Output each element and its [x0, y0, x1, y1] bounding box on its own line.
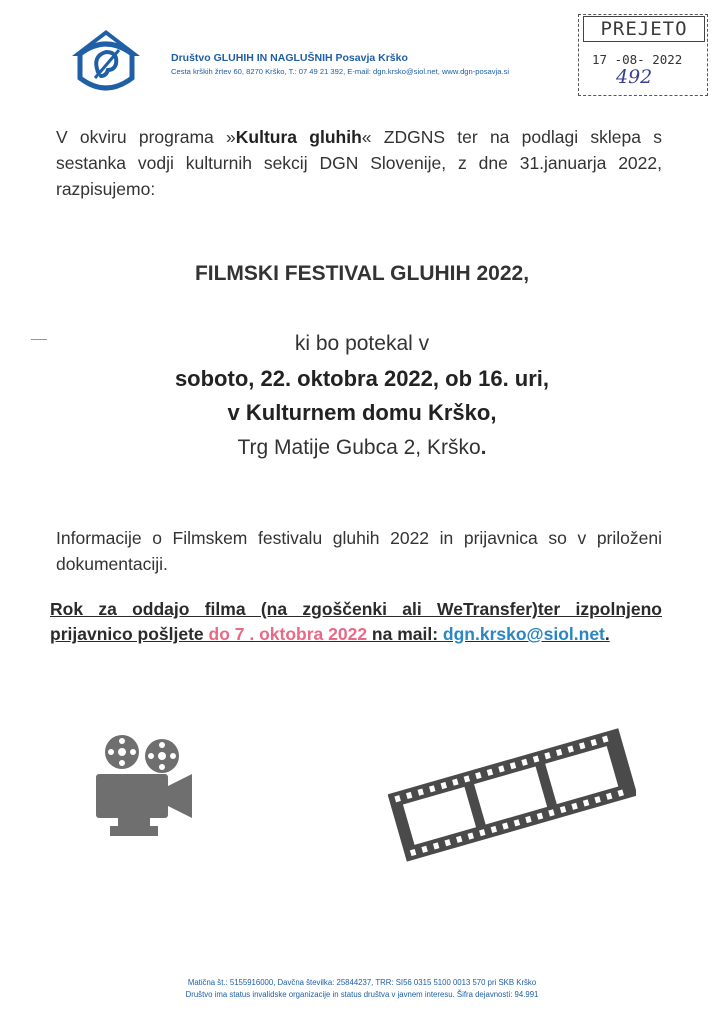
stamp-date: 17 -08- 2022: [592, 52, 683, 67]
footer: [0, 977, 724, 1001]
deaf-ear-house-logo-icon: [68, 26, 144, 94]
event-date: soboto, 22. oktobra 2022, ob 16. uri,: [174, 366, 550, 391]
festival-title: [0, 262, 724, 286]
stamp-title: PREJETO: [583, 16, 705, 42]
event-address: [0, 436, 724, 460]
deadline-paragraph: [50, 597, 662, 647]
intro-text-start: V okviru programa »: [56, 127, 236, 147]
intro-text-end: « ZDGNS ter na podlagi sklepa s sestanka vodji kulturnih sekcij DGN Slovenije, z dne 31.januarja 2022, razpisujemo:: [56, 127, 662, 199]
footer-registration: Matična št.: 5155916000, Davčna številka: 25844237, TRR: SI56 0315 5100 0013 570 pri SKB Krško: [187, 978, 537, 987]
event-address-period: .: [480, 436, 487, 459]
deadline-text: Rok za oddajo filma (na zgoščenki ali WeTransfer)ter izpolnjeno prijavnico pošljete: [50, 599, 662, 644]
info-paragraph: Informacije o Filmskem festivalu gluhih 2022 in prijavnica so v priloženi dokumentaciji.: [56, 528, 662, 574]
film-strip-icon: [388, 718, 636, 868]
stamp-number: 492: [616, 66, 653, 88]
org-contact: Cesta krških žrtev 60, 8270 Krško, T.: 07 49 21 392, E-mail: dgn.krsko@siol.net, www.dgn-posavja.si: [171, 67, 510, 76]
footer-status: Društvo ima status invalidske organizacije in status društva v javnem interesu. Šifra dejavnosti: 94.991: [185, 990, 539, 999]
intro-paragraph: [56, 124, 662, 202]
deadline-date: do 7 . oktobra 2022: [208, 624, 368, 644]
deadline-mail-label: na mail:: [367, 624, 443, 644]
film-camera-icon: [92, 728, 196, 842]
email-link[interactable]: dgn.krsko@siol.net: [442, 624, 605, 644]
org-name: Društvo GLUHIH IN NAGLUŠNIH Posavja Krško: [171, 52, 408, 64]
event-address-text: Trg Matije Gubca 2, Krško: [237, 436, 481, 459]
deadline-period: .: [604, 624, 610, 644]
program-name: Kultura gluhih: [235, 127, 362, 147]
event-venue: v Kulturnem domu Krško,: [227, 400, 497, 425]
festival-title-text: FILMSKI FESTIVAL GLUHIH 2022: [194, 262, 524, 285]
festival-title-comma: ,: [523, 262, 530, 285]
event-intro: ki bo potekal v: [294, 332, 430, 355]
